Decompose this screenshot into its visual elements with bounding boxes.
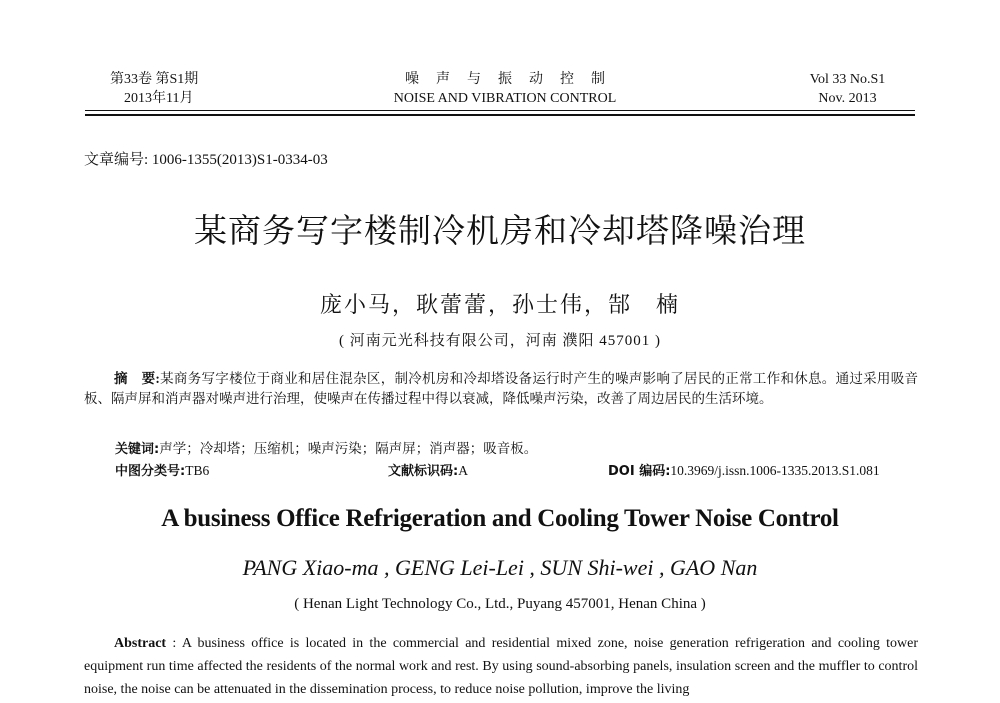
english-abstract-label: Abstract [114,636,167,651]
doi-label: DOI 编码: [608,464,671,479]
volume-issue-en: Vol 33 No.S1 [809,72,886,87]
doi [608,460,880,479]
clc-value: TB6 [185,463,210,478]
journal-name [340,70,670,108]
journal-volume-info-en [790,70,905,108]
publication-date-cn: 2013年11月 [124,91,194,106]
chinese-affiliation: ( 河南元光科技有限公司，河南 濮阳 457001 ) [339,333,661,349]
header-rule-thin [85,110,915,111]
journal-name-cn: 噪声与振动控制 [405,72,622,87]
keywords-label: 关键词: [115,442,160,457]
chinese-title: 某商务写字楼制冷机房和冷却塔降噪治理 [194,211,806,250]
header-rule-thick [85,114,915,116]
english-affiliation: ( Henan Light Technology Co., Ltd., Puyang 457001, Henan China ) [294,596,706,612]
clc-number [115,460,209,479]
clc-label: 中图分类号: [115,464,186,479]
chinese-authors: 庞小马，耿蕾蕾，孙士伟，郜 楠 [319,292,680,317]
publication-date-en: Nov. 2013 [818,91,877,106]
chinese-abstract-text: 某商务写字楼位于商业和居住混杂区，制冷机房和冷却塔设备运行时产生的噪声影响了居民的正常工作和休息。通过采用吸音板、隔声屏和消声器对噪声进行治理，使噪声在传播过程中得以衰减，降低噪声污染，改善了周边居民的生活环境。 [84,371,919,406]
english-abstract-text: : A business office is located in the commercial and residential mixed zone, noise generation refrigeration and cooling tower equipment run time affected the residents of the normal work and rest. By using sound-absorbing panels, insulation screen and the muffler to control noise, the noise can be attenuated in the dissemination process, to reduce noise pollution, improve the living [84,636,918,697]
english-title: A business Office Refrigeration and Cooling Tower Noise Control [161,505,839,532]
doi-value: 10.3969/j.issn.1006-1335.2013.S1.081 [670,463,880,478]
english-authors: PANG Xiao-ma , GENG Lei-Lei , SUN Shi-wei , GAO Nan [242,555,758,580]
chinese-abstract-label: 摘 要: [114,371,160,386]
english-abstract [84,632,918,701]
journal-name-en: NOISE AND VIBRATION CONTROL [393,91,617,106]
journal-volume-info [110,70,198,108]
chinese-keywords [115,437,537,457]
keywords-text: 声学；冷却塔；压缩机；噪声污染；隔声屏；消声器；吸音板。 [159,441,538,456]
chinese-abstract [84,369,918,409]
volume-issue: 第33卷 第S1期 [110,72,199,87]
article-number: 文章编号: 1006-1355(2013)S1-0334-03 [84,152,328,168]
document-code [388,460,468,479]
document-code-value: A [458,463,468,478]
document-code-label: 文献标识码: [388,464,459,479]
